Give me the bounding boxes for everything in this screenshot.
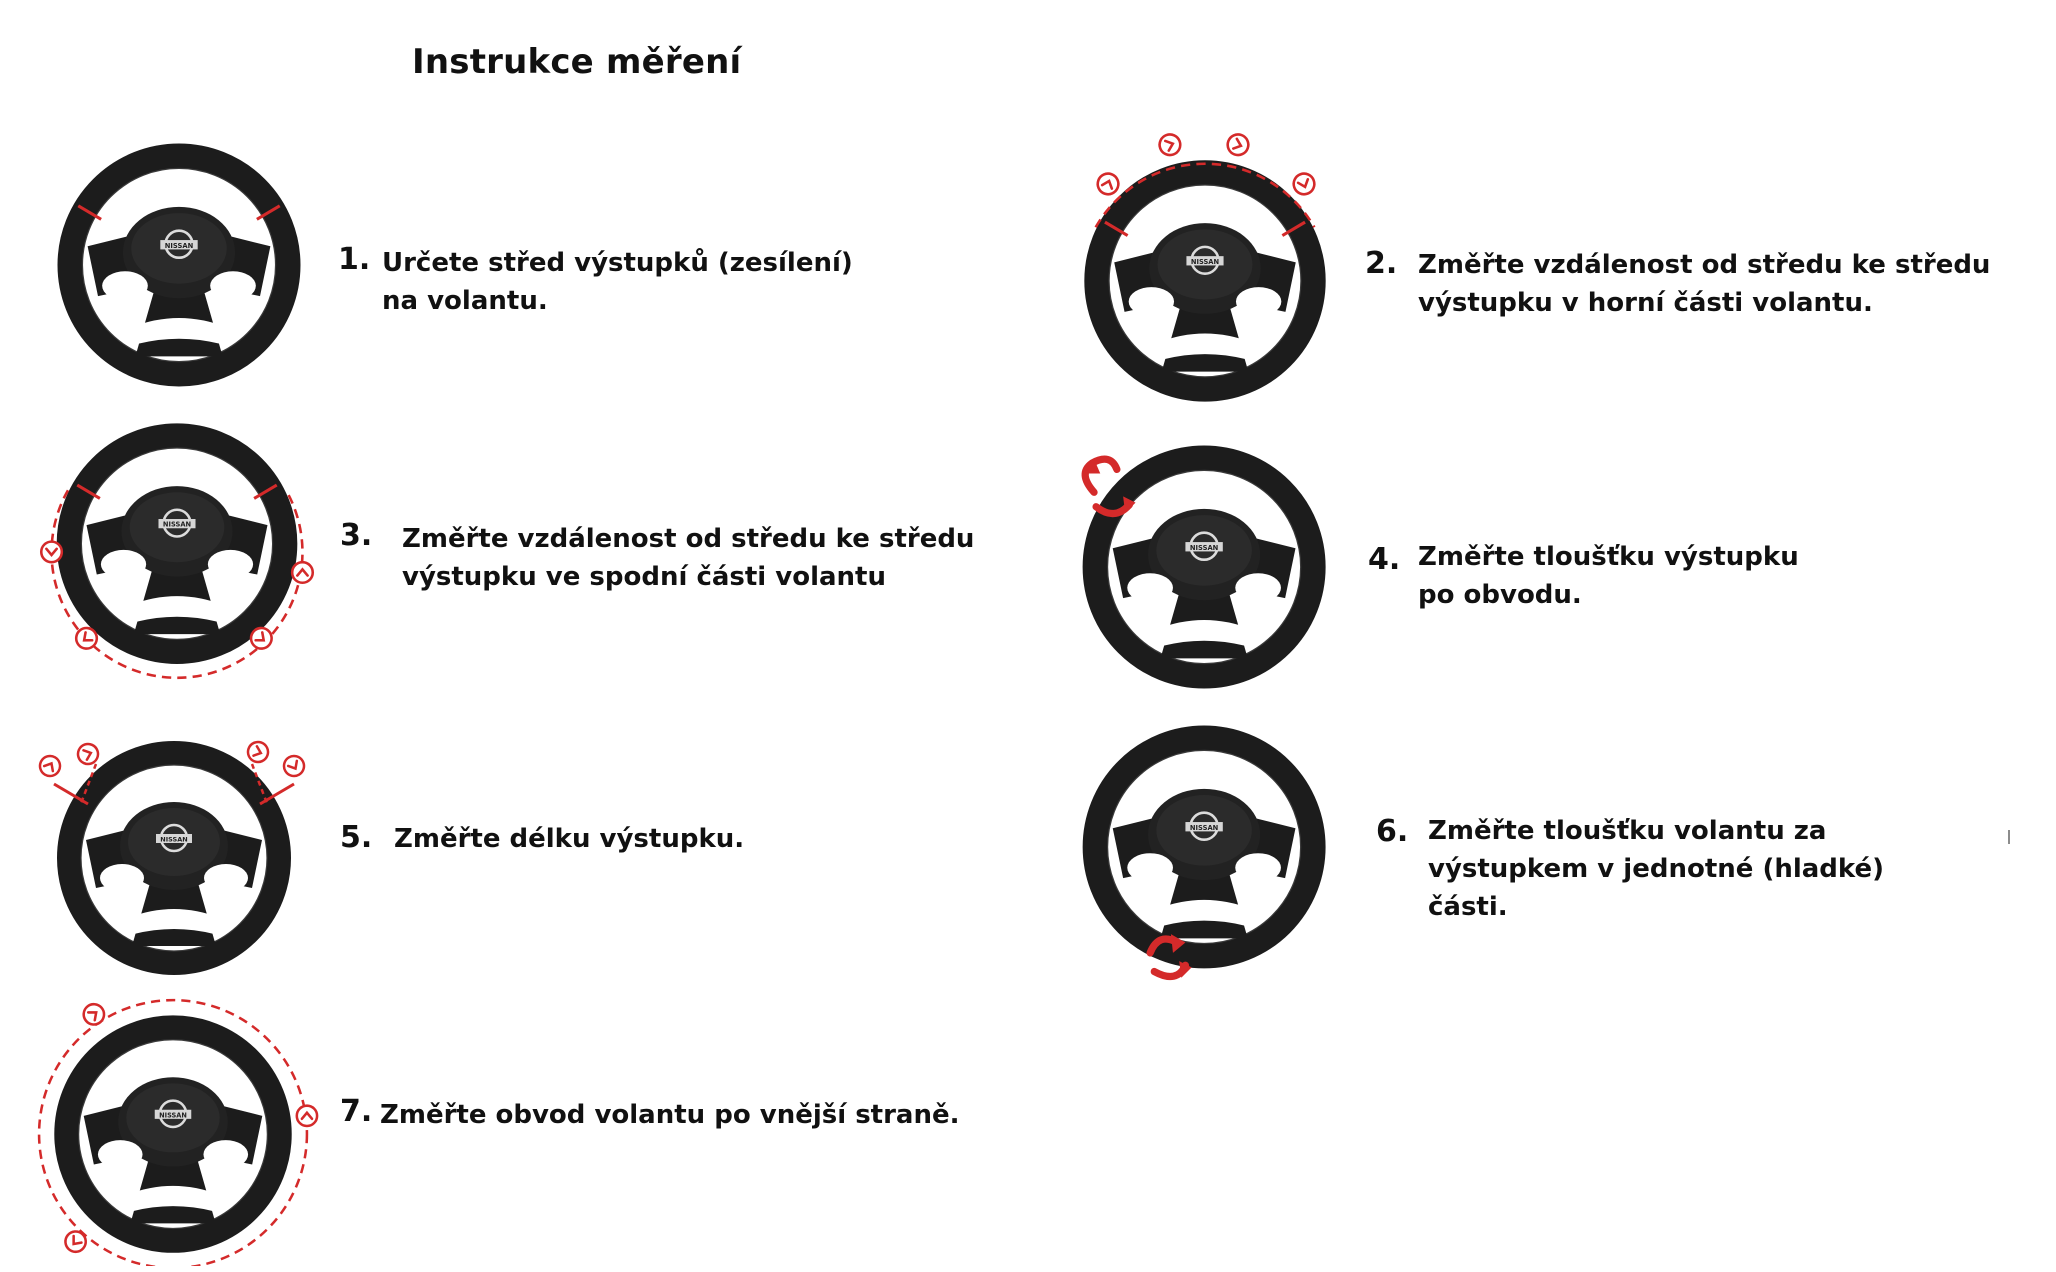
- page-title: Instrukce měření: [412, 42, 742, 82]
- step-text-line: Změřte tloušťku volantu za: [1428, 816, 1827, 846]
- svg-text:NISSAN: NISSAN: [1189, 823, 1219, 832]
- divider-mark: [2008, 830, 2010, 844]
- step-text-line: výstupku ve spodní části volantu: [402, 562, 886, 592]
- step-text-line: Změřte tloušťku výstupku: [1418, 542, 1799, 572]
- arrow-marker-icon: [75, 741, 101, 767]
- step-text-line: Určete střed výstupků (zesílení): [382, 248, 853, 278]
- arrow-marker-icon: [245, 739, 271, 765]
- arrow-marker-icon: [297, 1106, 317, 1126]
- step-number: 7.: [340, 1094, 373, 1129]
- step-text: [1428, 812, 1884, 926]
- arrow-marker-icon: [36, 752, 63, 779]
- wheel-body: [1095, 458, 1313, 676]
- step-number: 4.: [1368, 542, 1401, 577]
- arrow-marker-icon: [292, 562, 313, 583]
- step-number: 6.: [1376, 814, 1409, 849]
- steering-wheel-icon: [24, 718, 324, 978]
- step-number: 1.: [338, 242, 371, 277]
- svg-text:NISSAN: NISSAN: [162, 520, 192, 529]
- steering-wheel-icon: [1060, 120, 1350, 415]
- arrow-marker-icon: [61, 1227, 90, 1256]
- svg-text:NISSAN: NISSAN: [164, 241, 194, 250]
- wheel-body: [69, 753, 279, 963]
- arrow-marker-icon: [1157, 132, 1183, 158]
- step-text: [402, 520, 974, 596]
- step-text-line: výstupkem v jednotné (hladké): [1428, 854, 1885, 884]
- arrow-marker-icon: [1225, 132, 1251, 158]
- step-text-line: Změřte délku výstupku.: [394, 824, 745, 854]
- steering-wheel-icon: [1056, 712, 1346, 984]
- svg-text:NISSAN: NISSAN: [1190, 257, 1220, 266]
- svg-text:NISSAN: NISSAN: [160, 835, 188, 844]
- svg-text:NISSAN: NISSAN: [1189, 543, 1219, 552]
- steering-wheel-icon: [34, 130, 324, 400]
- step-number: 3.: [340, 518, 373, 553]
- wheel-body: [69, 436, 285, 652]
- wheel-body: [1097, 173, 1314, 390]
- wheel-body: [66, 1028, 279, 1241]
- step-number: 5.: [340, 820, 373, 855]
- arrow-marker-icon: [1095, 171, 1121, 197]
- arrow-marker-icon: [80, 1000, 109, 1029]
- step-text: [1418, 538, 1799, 614]
- steering-wheel-icon: [1056, 432, 1346, 702]
- wheel-body: [70, 156, 288, 374]
- step-text-line: Změřte obvod volantu po vnější straně.: [380, 1100, 960, 1130]
- arrow-marker-icon: [41, 542, 62, 563]
- step-text: [394, 820, 744, 858]
- steering-wheel-icon: [18, 990, 328, 1266]
- svg-text:NISSAN: NISSAN: [159, 1111, 187, 1120]
- step-number: 2.: [1365, 246, 1398, 281]
- arrow-marker-icon: [280, 752, 307, 779]
- wheel-body: [1095, 738, 1313, 956]
- step-text: [380, 1096, 960, 1134]
- step-text-line: na volantu.: [382, 286, 548, 316]
- step-text-line: části.: [1428, 892, 1508, 922]
- step-text-line: po obvodu.: [1418, 580, 1582, 610]
- step-text-line: Změřte vzdálenost od středu ke středu: [1418, 250, 1991, 280]
- arrow-marker-icon: [1291, 171, 1317, 197]
- step-text: [1418, 246, 1990, 322]
- steering-wheel-icon: [14, 410, 340, 700]
- step-text-line: Změřte vzdálenost od středu ke středu: [402, 524, 975, 554]
- step-text-line: výstupku v horní části volantu.: [1418, 288, 1873, 318]
- step-text: [382, 244, 853, 320]
